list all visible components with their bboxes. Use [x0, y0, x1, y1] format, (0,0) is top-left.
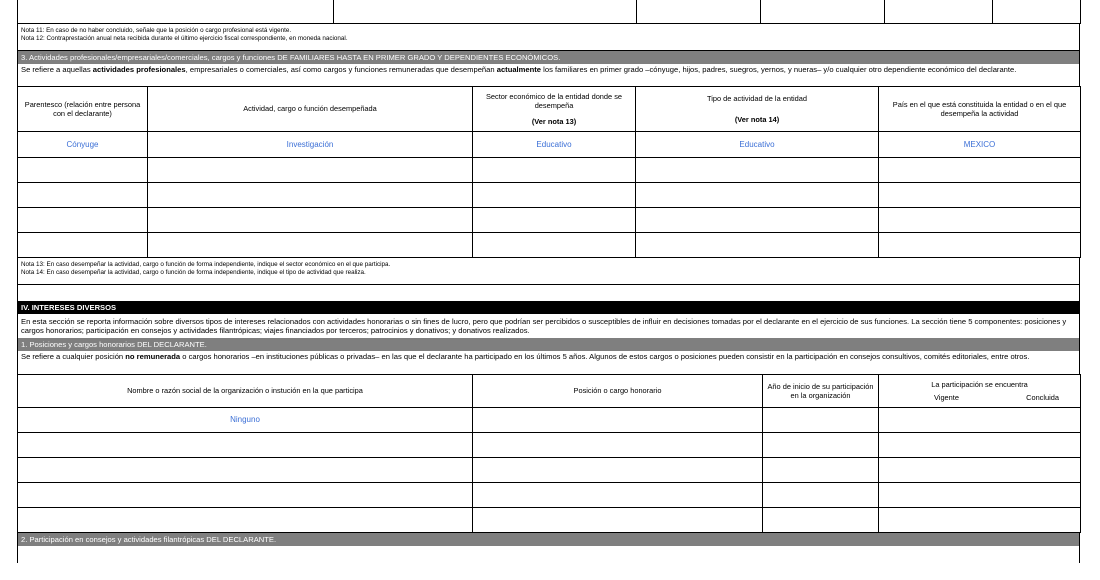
- cell-actividad: [148, 182, 473, 207]
- note-11: Nota 11: En caso de no haber concluido, señale que la posición o cargo profesional está vigente.: [21, 26, 292, 34]
- cell-tipo: [636, 232, 879, 257]
- desc-text: los familiares en primer grado –cónyuge, hijos, padres, suegros, yernos, y nueras– y/o cualquier otro dependiente económico del declarante.: [541, 64, 1017, 74]
- cell-parentesco: [18, 207, 148, 232]
- table-row: [18, 157, 1081, 182]
- table-cell: [18, 0, 334, 23]
- cell-estado: [879, 407, 1081, 432]
- desc-bold: actividades profesionales: [92, 64, 186, 74]
- cell-posicion: [473, 507, 763, 532]
- cell-nombre: [18, 507, 473, 532]
- desc-bold: actualmente: [496, 64, 542, 74]
- cell-actividad: [148, 232, 473, 257]
- cell-posicion: [473, 457, 763, 482]
- table-row: [18, 131, 1081, 157]
- honorary-positions-table: [17, 374, 1081, 533]
- subsection-1-title: 1. Posiciones y cargos honorarios DEL DECLARANTE.: [18, 338, 1079, 351]
- header-sector-note: (Ver nota 13): [531, 116, 577, 126]
- table-row: [18, 432, 1081, 457]
- family-activities-table: [17, 86, 1081, 258]
- table-cell: [885, 0, 993, 23]
- cell-actividad: Investigación: [148, 131, 473, 157]
- cell-posicion: [473, 482, 763, 507]
- header-actividad: Actividad, cargo o función desempeñada: [148, 86, 473, 131]
- previous-table-tail: [17, 0, 1081, 24]
- table-row: [18, 457, 1081, 482]
- cell-actividad: [148, 207, 473, 232]
- table-row: [18, 207, 1081, 232]
- cell-parentesco: [18, 182, 148, 207]
- note-14: Nota 14: En caso desempeñar la actividad, cargo o función de forma independiente, indique el tipo de actividad que realiza.: [21, 268, 366, 276]
- table-row: [18, 182, 1081, 207]
- subsection-1-description: [18, 351, 1079, 374]
- cell-sector: [473, 182, 636, 207]
- header-posicion: Posición o cargo honorario: [473, 374, 763, 407]
- header-tipo-label: Tipo de actividad de la entidad: [707, 93, 807, 103]
- declaration-page: [17, 0, 1080, 580]
- subsection-2: [17, 533, 1080, 563]
- cell-nombre: [18, 457, 473, 482]
- desc-text: , empresariales o comerciales, así como cargos y funciones remuneradas que desempeñan: [185, 64, 497, 74]
- header-sector: [473, 86, 636, 131]
- cell-anio: [763, 507, 879, 532]
- notes-11-12: [17, 24, 1080, 51]
- table-row: [18, 232, 1081, 257]
- cell-estado: [879, 457, 1081, 482]
- table-header-row: [18, 86, 1081, 131]
- header-sector-label: Sector económico de la entidad donde se desempeña: [486, 91, 622, 110]
- table-cell: [761, 0, 885, 23]
- cell-pais: [879, 182, 1081, 207]
- cell-anio: [763, 482, 879, 507]
- cell-pais: [879, 157, 1081, 182]
- table-row: [18, 407, 1081, 432]
- cell-sector: [473, 207, 636, 232]
- cell-tipo: [636, 207, 879, 232]
- table-row: [18, 482, 1081, 507]
- note-12: Nota 12: Contraprestación anual neta recibida durante el último ejercicio fiscal correspondiente, en moneda nacional.: [21, 34, 348, 42]
- header-participacion-label: La participación se encuentra: [931, 379, 1028, 389]
- header-tipo-note: (Ver nota 14): [734, 114, 780, 124]
- table-row: [18, 507, 1081, 532]
- cell-estado: [879, 482, 1081, 507]
- cell-sector: [473, 232, 636, 257]
- header-pais: País en el que está constituida la entidad o en el que desempeña la actividad: [879, 86, 1081, 131]
- cell-actividad: [148, 157, 473, 182]
- header-parentesco: Parentesco (relación entre persona con el declarante): [18, 86, 148, 131]
- cell-sector: [473, 157, 636, 182]
- section-4-title: IV. INTERESES DIVERSOS: [18, 301, 1079, 314]
- header-concluida: Concluida: [1026, 392, 1059, 402]
- desc-text: Se refiere a cualquier posición: [21, 351, 126, 361]
- cell-pais: [879, 232, 1081, 257]
- cell-parentesco: [18, 157, 148, 182]
- cell-nombre: Ninguno: [18, 407, 473, 432]
- section-spacer: [17, 285, 1080, 301]
- cell-tipo: [636, 182, 879, 207]
- header-vigente: Vigente: [934, 392, 959, 402]
- section-3-description: [18, 64, 1079, 86]
- cell-estado: [879, 432, 1081, 457]
- desc-bold: no remunerada: [125, 351, 181, 361]
- section-4-description: En esta sección se reporta información sobre diversos tipos de intereses relacionados con actividades honorarias o sin fines de lucro, pero que podrían ser percibidos o susceptibles de influir en decisiones tomadas por el declarante en el ejercicio de sus funciones. La sección tiene 5 componentes: posiciones y cargos honorarios; participación en consejos y actividades filantrópicas; viajes financiados por terceros; patrocinios y donativos; y donativos realizados.: [21, 316, 1067, 335]
- subsection-2-title: 2. Participación en consejos y actividades filantrópicas DEL DECLARANTE.: [18, 533, 1079, 546]
- cell-anio: [763, 457, 879, 482]
- cell-anio: [763, 407, 879, 432]
- table-cell: [993, 0, 1081, 23]
- header-anio: Año de inicio de su participación en la organización: [763, 374, 879, 407]
- header-participacion: [879, 374, 1081, 407]
- table-cell: [334, 0, 637, 23]
- section-4: [17, 301, 1080, 374]
- cell-pais: [879, 207, 1081, 232]
- cell-posicion: [473, 407, 763, 432]
- cell-tipo: [636, 157, 879, 182]
- cell-nombre: [18, 482, 473, 507]
- cell-estado: [879, 507, 1081, 532]
- desc-text: Se refiere a aquellas: [21, 64, 93, 74]
- desc-text: o cargos honorarios –en instituciones públicas o privadas– en las que el declarante ha participado en los últimos 5 años. Algunos de estos cargos o posiciones pueden consistir en la participación en consejos consultivos, comités editoriales, entre otros.: [180, 351, 1030, 361]
- note-13: Nota 13: En caso desempeñar la actividad, cargo o función de forma independiente, indique el sector económico en el que participa.: [21, 260, 391, 268]
- cell-sector: Educativo: [473, 131, 636, 157]
- notes-13-14: [17, 258, 1080, 285]
- table-header-row: [18, 374, 1081, 407]
- header-nombre: Nombre o razón social de la organización o instución en la que participa: [18, 374, 473, 407]
- cell-posicion: [473, 432, 763, 457]
- cell-nombre: [18, 432, 473, 457]
- cell-anio: [763, 432, 879, 457]
- cell-parentesco: [18, 232, 148, 257]
- participacion-options: [882, 393, 1077, 402]
- section-3: [17, 51, 1080, 86]
- cell-pais: MEXICO: [879, 131, 1081, 157]
- section-3-title: 3. Actividades profesionales/empresariales/comerciales, cargos y funciones DE FAMILIARES HASTA EN PRIMER GRADO Y DEPENDIENTES ECONÓMICOS.: [18, 51, 1079, 64]
- cell-tipo: Educativo: [636, 131, 879, 157]
- table-cell: [637, 0, 761, 23]
- header-tipo: [636, 86, 879, 131]
- cell-parentesco: Cónyuge: [18, 131, 148, 157]
